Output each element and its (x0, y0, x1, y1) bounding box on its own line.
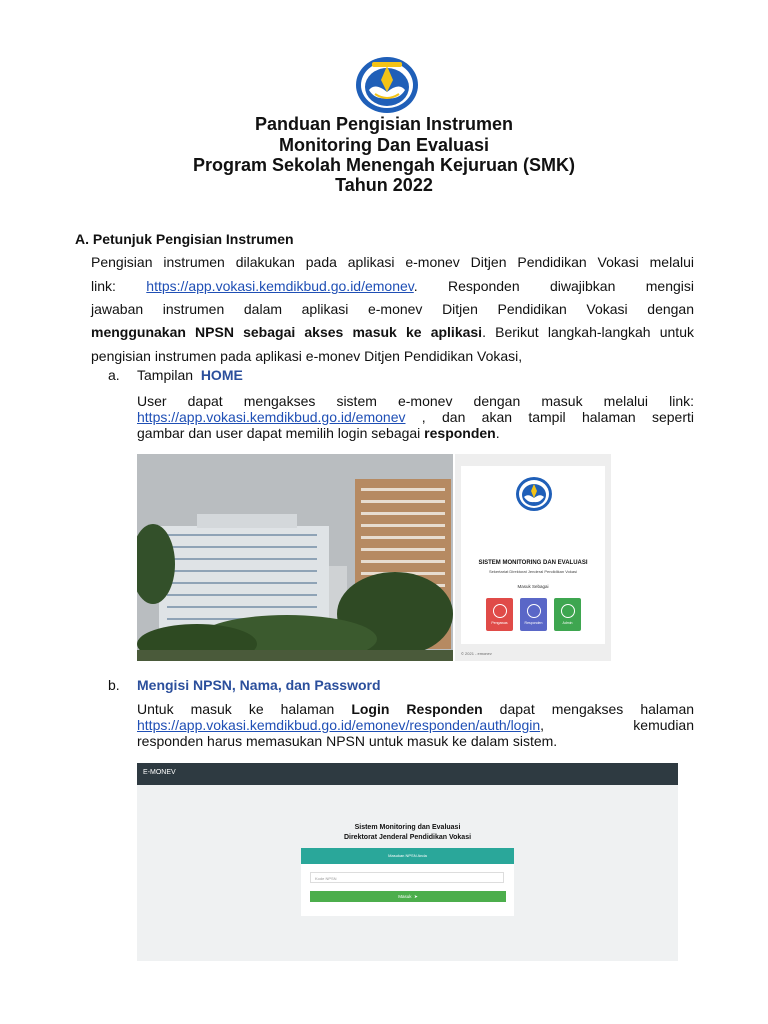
admin-label: Admin (562, 621, 573, 625)
item-b-heading: Mengisi NPSN, Nama, dan Password (137, 677, 381, 693)
item-a-home: HOME (200, 367, 243, 383)
login-as-label: Masuk Sebagai (517, 584, 549, 589)
item-a-letter: a. (108, 367, 120, 383)
login-page-subtitle: Direktorat Jenderal Pendidikan Vokasi (343, 834, 472, 841)
item-b-line-1-text: Untuk masuk ke halaman (137, 701, 352, 717)
intro-link-label: link: (91, 278, 116, 294)
item-a-label: Tampilan (137, 367, 194, 383)
item-b-line-1-rest: dapat mengakses halaman (482, 701, 695, 717)
npsn-access-note: menggunakan NPSN sebagai akses masuk ke aplikasi (91, 324, 483, 340)
user-icon (561, 604, 575, 618)
admin-button[interactable] (554, 598, 581, 631)
document-title-line-2: Monitoring Dan Evaluasi (278, 135, 490, 155)
masuk-label: Masuk (398, 894, 412, 899)
kemdikbud-logo (515, 476, 553, 512)
item-b-line-2-rest: , kemudian (540, 717, 694, 733)
system-subtitle: Sekertariat Direktorat Jenderal Pendidikan Vokasi (488, 569, 578, 574)
item-b-line-1 (137, 701, 694, 717)
footer-copyright: © 2021 - emonev (461, 651, 492, 656)
intro-line-2-rest: . Responden diwajibkan mengisi (413, 278, 694, 294)
navbar (137, 763, 678, 785)
item-b-letter: b. (108, 677, 120, 693)
login-card (461, 466, 605, 644)
login-screenshot (137, 763, 678, 961)
intro-line-4-rest: . Berikut langkah-langkah untuk (482, 324, 694, 340)
intro-line-5: pengisian instrumen pada aplikasi e-monev Ditjen Pendidikan Vokasi, (91, 348, 523, 364)
responden-login-link[interactable]: https://app.vokasi.kemdikbud.go.id/emonev/responden/auth/login (137, 717, 541, 733)
arrow-right-circle-icon: ➤ (412, 894, 418, 899)
masuk-button[interactable] (310, 891, 506, 902)
item-a-body (137, 393, 694, 441)
item-b-line-3: responden harus memasukan NPSN untuk masuk ke dalam sistem. (137, 733, 558, 749)
item-a-heading (137, 367, 243, 383)
npsn-card-header: Masukan NPSN Anda (301, 848, 514, 864)
item-a-line-3-end: . (495, 425, 500, 441)
document-title-line-1: Panduan Pengisian Instrumen (254, 114, 514, 134)
npsn-input[interactable]: Kode NPSN (310, 872, 504, 883)
responden-label: Responden (524, 621, 543, 625)
pengawas-label: Pengawas (491, 621, 508, 625)
login-panel (455, 454, 611, 661)
home-screenshot (137, 454, 611, 661)
user-icon (527, 604, 541, 618)
brand-label[interactable]: E-MONEV (143, 769, 176, 776)
item-b-body (137, 701, 694, 749)
tut-wuri-handayani-logo (355, 56, 419, 114)
user-icon (493, 604, 507, 618)
document-title-line-3: Program Sekolah Menengah Kejuruan (SMK) (192, 155, 576, 175)
item-a-line-2 (137, 409, 694, 425)
intro-line-1: Pengisian instrumen dilakukan pada aplikasi e-monev Ditjen Pendidikan Vokasi melalui (91, 254, 694, 270)
login-page-title: Sistem Monitoring dan Evaluasi (354, 824, 461, 831)
building-photo (137, 454, 453, 661)
item-b-line-2 (137, 717, 694, 733)
item-a-line-2-rest: , dan akan tampil halaman seperti (405, 409, 694, 425)
document-title-line-4: Tahun 2022 (335, 175, 433, 195)
section-a-heading: A. Petunjuk Pengisian Instrumen (75, 231, 294, 247)
npsn-login-card (301, 848, 514, 916)
login-responden-term: Login Responden (351, 701, 483, 717)
responden-button[interactable] (520, 598, 547, 631)
responden-term: responden (424, 425, 496, 441)
emonev-home-link[interactable]: https://app.vokasi.kemdikbud.go.id/emonev (137, 409, 406, 425)
pengawas-button[interactable] (486, 598, 513, 631)
intro-line-3: jawaban instrumen dalam aplikasi e-monev Ditjen Pendidikan Vokasi dengan (91, 301, 694, 317)
item-a-line-3-text: gambar dan user dapat memilih login sebagai (137, 425, 425, 441)
intro-line-2 (91, 274, 694, 298)
system-title: SISTEM MONITORING DAN EVALUASI (478, 560, 588, 566)
item-a-line-3 (137, 425, 694, 441)
intro-line-4 (91, 320, 694, 344)
emonev-link[interactable]: https://app.vokasi.kemdikbud.go.id/emonev (146, 278, 414, 294)
item-a-line-1: User dapat mengakses sistem e-monev dengan masuk melalui link: (137, 393, 694, 409)
